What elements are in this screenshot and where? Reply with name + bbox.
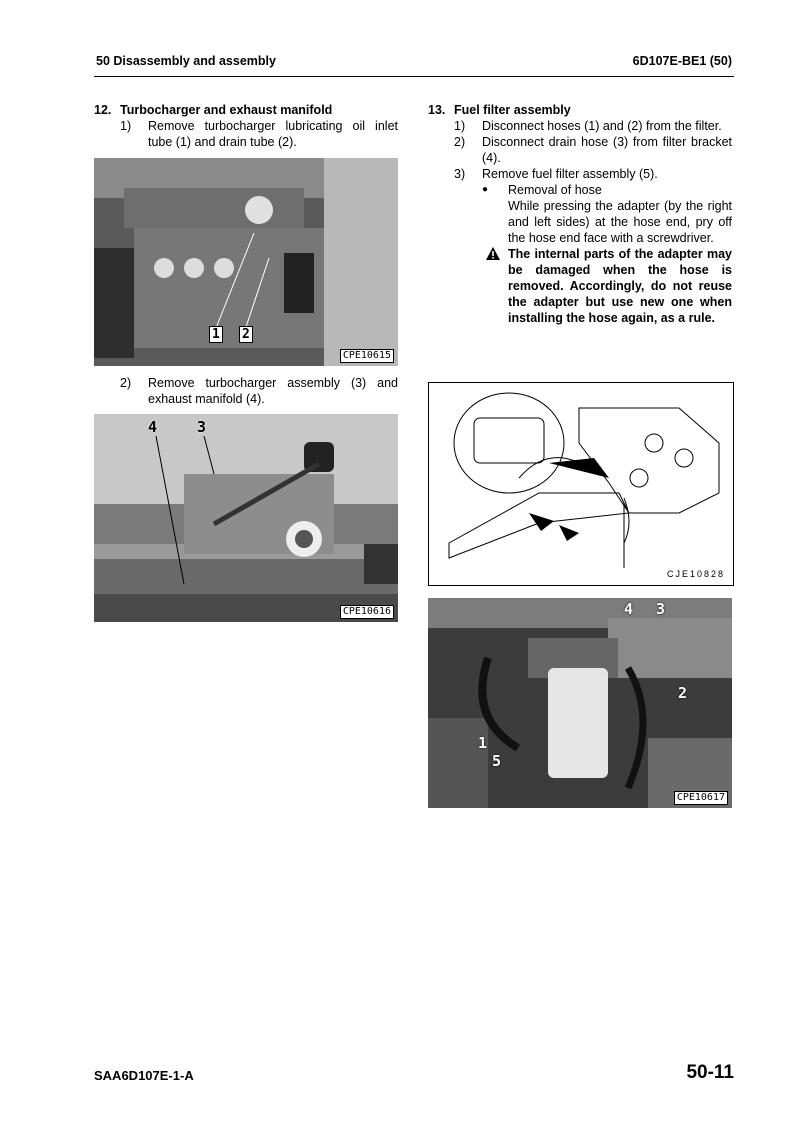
section-13-title: 13. Fuel filter assembly <box>428 103 571 117</box>
photo-turbocharger <box>94 414 398 622</box>
step-13-3: 3) Remove fuel filter assembly (5). <box>454 167 658 181</box>
page-header <box>94 52 734 77</box>
step-13-1: 1) Disconnect hoses (1) and (2) from the filter. <box>454 119 722 133</box>
diagram-label: CJE10828 <box>666 569 725 579</box>
photo-fuel-filter <box>428 598 732 808</box>
left-column-step2 <box>94 375 398 407</box>
figure-label: CPE10617 <box>674 791 728 805</box>
callout-3: 3 <box>656 600 666 618</box>
bullet-removal-of-hose: ● Removal of hose While pressing the adapter (by the right and left sides) at the hose end, pry off the hose end face with a screwdriver. <box>482 183 732 245</box>
document-code: 6D107E-BE1 (50) <box>632 54 732 68</box>
callout-1: 1 <box>478 734 488 752</box>
callout-5: 5 <box>492 752 502 770</box>
right-column <box>428 102 732 326</box>
left-column <box>94 102 398 150</box>
hose-adapter-diagram <box>428 382 734 586</box>
callout-1: 1 <box>209 326 223 343</box>
figure-label: CPE10615 <box>340 349 394 363</box>
callout-3: 3 <box>197 418 207 436</box>
bullet-icon: ● <box>482 184 489 195</box>
step-13-2: 2) Disconnect drain hose (3) from filter bracket (4). <box>454 135 732 165</box>
figure-label: CPE10616 <box>340 605 394 619</box>
step-12-1: 1) Remove turbocharger lubricating oil inlet tube (1) and drain tube (2). <box>120 119 398 149</box>
warning-icon <box>486 247 500 264</box>
photo-oil-tubes <box>94 158 398 366</box>
warning-note: The internal parts of the adapter may be damaged when the hose is removed. Accordingly, do not reuse the adapter but use new one when installing the hose again, as a rule. <box>428 246 732 326</box>
callout-4: 4 <box>148 418 158 436</box>
section-title: 50 Disassembly and assembly <box>96 54 276 68</box>
footer-model: SAA6D107E-1-A <box>94 1068 194 1083</box>
page-number: 50-11 <box>686 1062 734 1083</box>
callout-4: 4 <box>624 600 634 618</box>
callout-2: 2 <box>678 684 688 702</box>
callout-2: 2 <box>239 326 253 343</box>
section-12-title: 12. Turbocharger and exhaust manifold <box>94 103 333 117</box>
step-12-2: 2) Remove turbocharger assembly (3) and exhaust manifold (4). <box>120 376 398 406</box>
